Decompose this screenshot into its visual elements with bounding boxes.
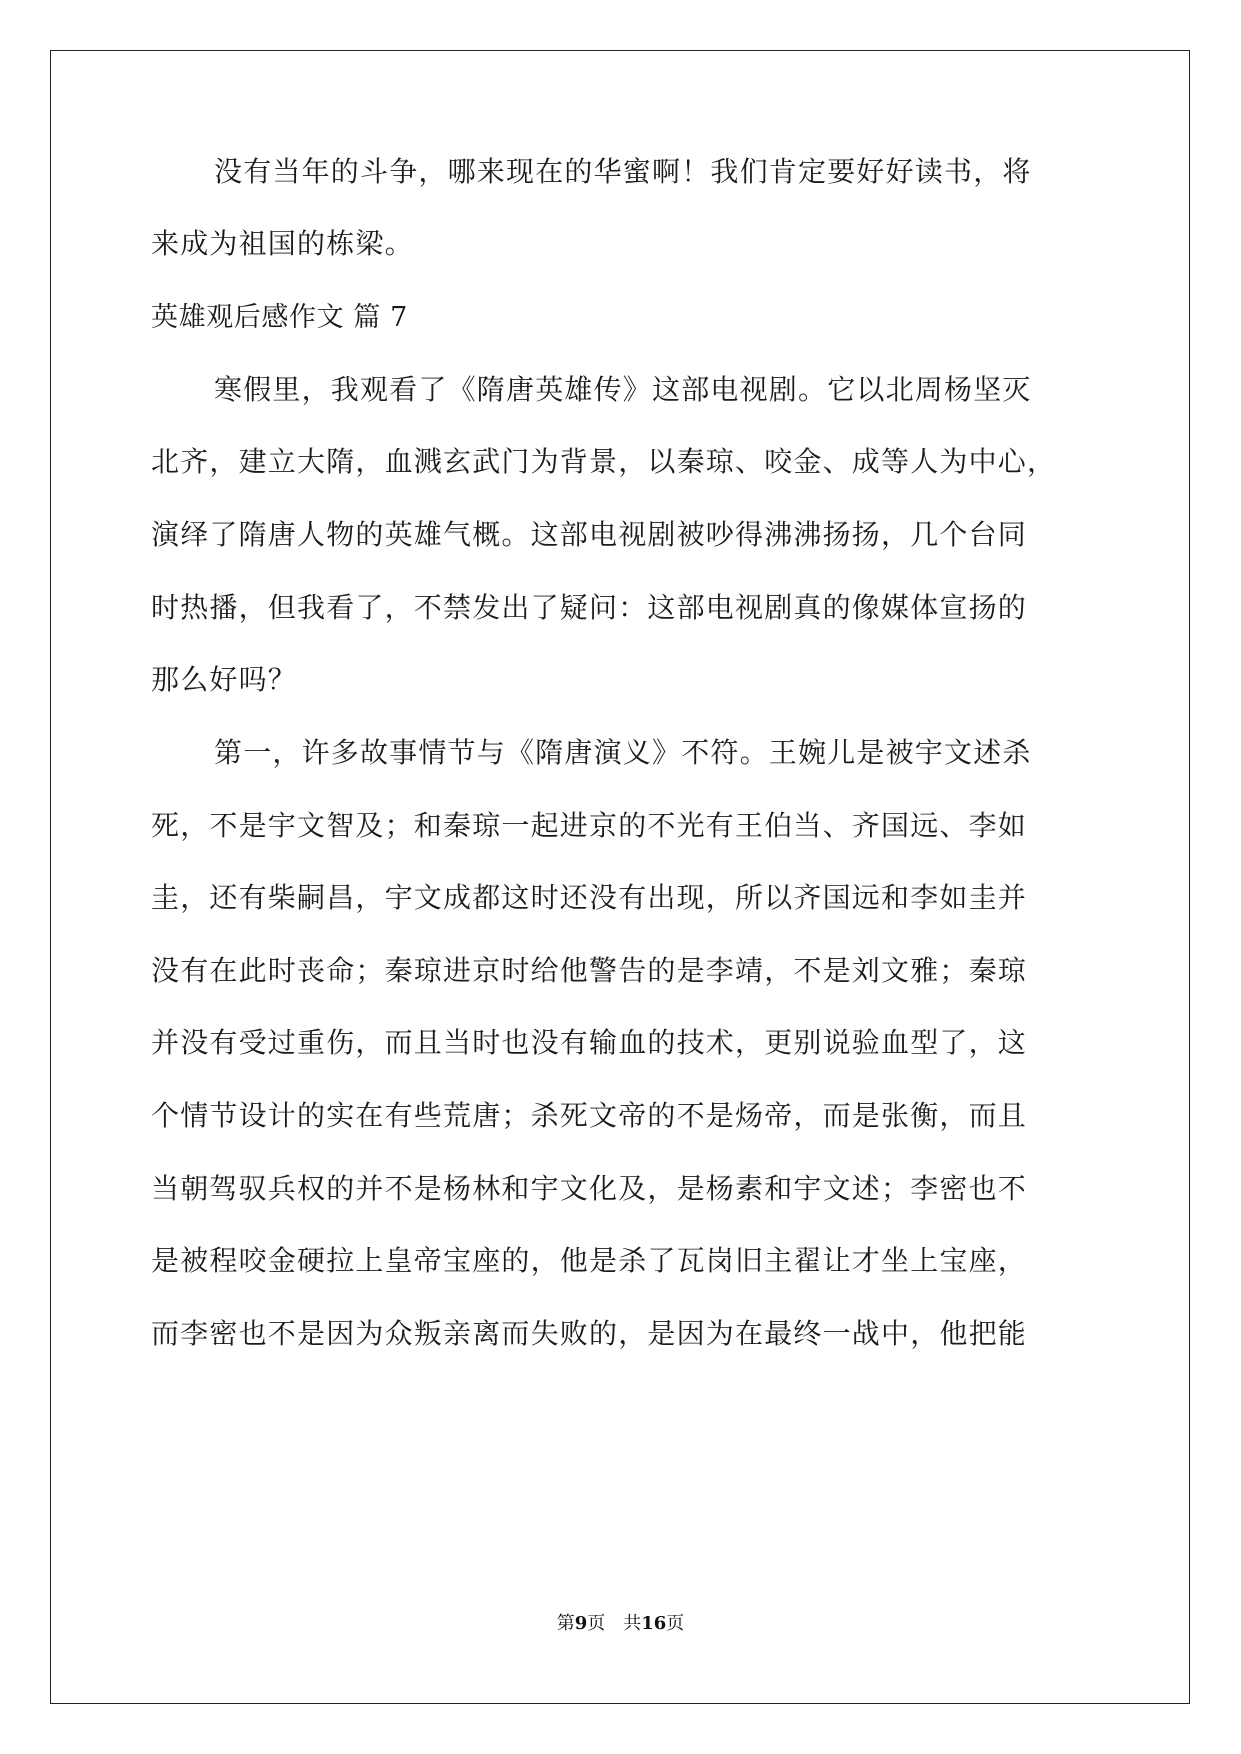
page-suffix: 页 bbox=[666, 1613, 685, 1634]
page-current: 9 bbox=[574, 1613, 588, 1634]
paragraph-line: 那么好吗？ bbox=[151, 663, 298, 696]
page-mid: 页 共 bbox=[587, 1613, 642, 1634]
paragraph-line: 来成为祖国的栋梁。 bbox=[151, 227, 414, 260]
paragraph-line: 寒假里，我观看了《隋唐英雄传》这部电视剧。它以北周杨坚灭 bbox=[214, 373, 1032, 406]
paragraph-line: 而李密也不是因为众叛亲离而失败的，是因为在最终一战中，他把能 bbox=[151, 1317, 1028, 1350]
paragraph-line: 北齐，建立大隋，血溅玄武门为背景，以秦琼、咬金、成等人为中心， bbox=[151, 445, 1057, 478]
paragraph-line: 第一，许多故事情节与《隋唐演义》不符。王婉儿是被宇文述杀 bbox=[214, 736, 1032, 769]
paragraph-line: 并没有受过重伤，而且当时也没有输血的技术，更别说验血型了，这 bbox=[151, 1026, 1028, 1059]
paragraph-line: 没有当年的斗争，哪来现在的华蜜啊！我们肯定要好好读书，将 bbox=[214, 155, 1032, 188]
page-prefix: 第 bbox=[556, 1613, 575, 1634]
paragraph-line: 当朝驾驭兵权的并不是杨林和宇文化及，是杨素和宇文述；李密也不 bbox=[151, 1172, 1028, 1205]
paragraph-line: 时热播，但我看了，不禁发出了疑问：这部电视剧真的像媒体宣扬的 bbox=[151, 591, 1028, 624]
page-total: 16 bbox=[641, 1613, 667, 1634]
paragraph-line: 没有在此时丧命；秦琼进京时给他警告的是李靖，不是刘文雅；秦琼 bbox=[151, 954, 1028, 987]
paragraph-line: 是被程咬金硬拉上皇帝宝座的，他是杀了瓦岗旧主翟让才坐上宝座， bbox=[151, 1244, 1028, 1277]
paragraph-line: 演绎了隋唐人物的英雄气概。这部电视剧被吵得沸沸扬扬，几个台同 bbox=[151, 518, 1028, 551]
paragraph-line: 圭，还有柴嗣昌，宇文成都这时还没有出现，所以齐国远和李如圭并 bbox=[151, 881, 1028, 914]
paragraph-line: 个情节设计的实在有些荒唐；杀死文帝的不是炀帝，而是张衡，而且 bbox=[151, 1099, 1028, 1132]
page-footer bbox=[0, 1612, 1241, 1636]
paragraph-line: 死，不是宇文智及；和秦琼一起进京的不光有王伯当、齐国远、李如 bbox=[151, 809, 1028, 842]
section-heading: 英雄观后感作文 篇 7 bbox=[151, 302, 408, 333]
